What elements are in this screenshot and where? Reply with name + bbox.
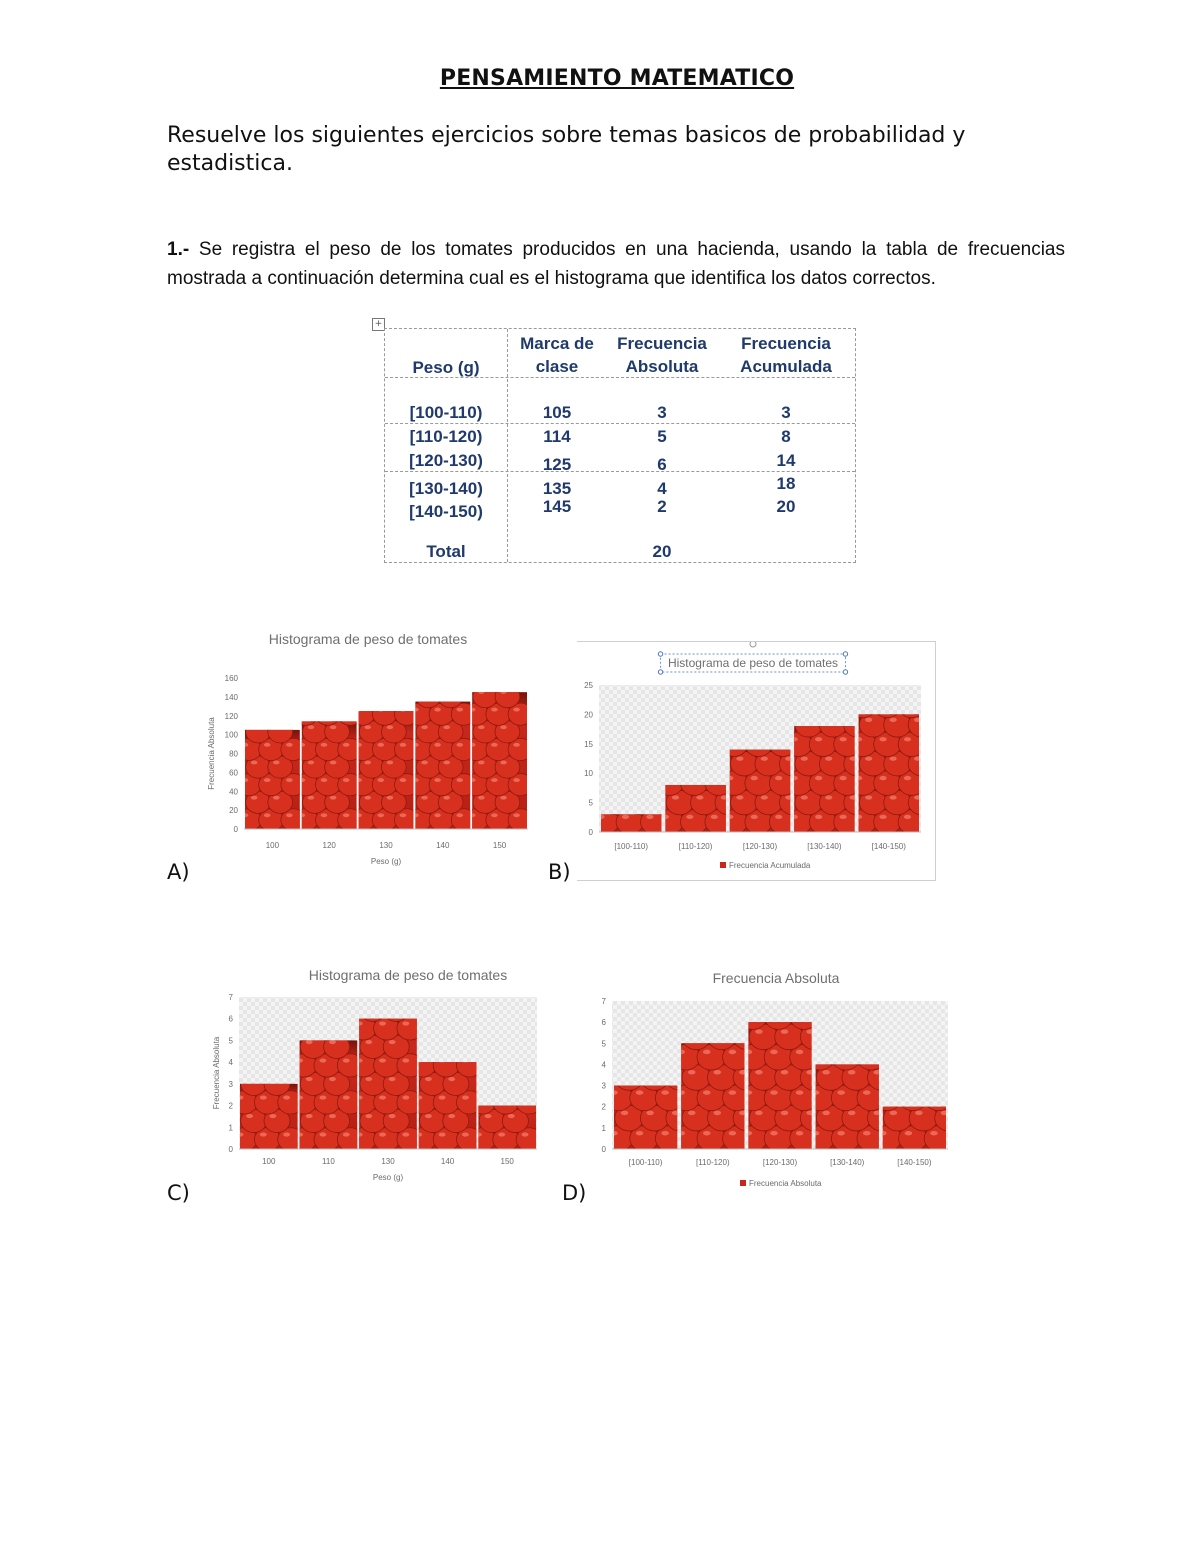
cell-peso: [130-140) <box>409 479 483 498</box>
y-tick-label: 120 <box>224 711 238 721</box>
option-c-label: C) <box>167 1181 190 1205</box>
histogram-c <box>203 954 548 1199</box>
x-tick-label: 140 <box>436 841 450 850</box>
y-tick-label: 20 <box>229 806 238 816</box>
x-tick-label: [100-110) <box>628 1158 663 1167</box>
y-tick-label: 0 <box>588 828 593 837</box>
header-peso: Peso (g) <box>412 358 480 377</box>
cell-frec-abs: 6 <box>657 455 667 474</box>
cell-frec-acum: 3 <box>781 403 791 422</box>
bar <box>350 703 419 831</box>
chart-title: Histograma de peso de tomates <box>667 656 839 670</box>
y-axis-label: Frecuencia Absoluta <box>207 717 216 790</box>
y-tick-label: 80 <box>229 749 238 759</box>
legend-swatch <box>720 862 726 868</box>
cell-frec-abs: 4 <box>657 479 667 498</box>
resize-handle-icon[interactable] <box>658 670 662 674</box>
histogram-d <box>593 957 958 1197</box>
header-frecuencia-absoluta: Frecuencia Absoluta <box>617 334 707 376</box>
chart-option-b[interactable] <box>577 641 936 881</box>
table-move-handle-icon[interactable]: + <box>372 318 385 331</box>
y-tick-label: 2 <box>601 1102 606 1112</box>
total-label: Total <box>426 542 466 561</box>
y-tick-label: 0 <box>228 1145 233 1154</box>
chart-option-c <box>203 954 548 1199</box>
y-tick-label: 140 <box>224 692 238 702</box>
y-tick-label: 100 <box>224 730 238 740</box>
x-tick-label: 120 <box>322 841 336 850</box>
cell-marca: 125 <box>542 455 572 474</box>
y-tick-label: 160 <box>224 674 238 683</box>
question-text: Se registra el peso de los tomates producidos en una hacienda, usando la tabla de frecuencias mostrada a continuación determina cual es el histograma que identifica los datos correctos. <box>167 239 1066 289</box>
cell-peso: [110-120) <box>409 427 483 446</box>
bar <box>407 685 476 830</box>
question-number: 1.- <box>167 239 190 260</box>
y-tick-label: 1 <box>601 1123 606 1133</box>
x-tick-label: 150 <box>492 841 507 850</box>
cell-peso: [100-110) <box>409 403 483 422</box>
x-tick-label: [130-140) <box>830 1158 865 1167</box>
bar <box>410 1054 483 1151</box>
cell-frec-acum: 14 <box>776 451 796 470</box>
y-tick-label: 0 <box>601 1145 606 1154</box>
y-tick-label: 4 <box>601 1060 606 1070</box>
x-tick-label: [110-120) <box>678 842 713 851</box>
x-tick-label: [100-110) <box>614 842 649 851</box>
y-tick-label: 40 <box>229 787 238 797</box>
option-d-label: D) <box>562 1181 587 1205</box>
bar <box>237 721 306 831</box>
bar <box>228 1072 304 1151</box>
instructions-text: Resuelve los siguientes ejercicios sobre temas basicos de probabilidad y estadistica. <box>167 123 966 176</box>
y-tick-label: 5 <box>588 798 593 808</box>
y-tick-label: 2 <box>228 1101 233 1111</box>
x-tick-label: 110 <box>322 1157 335 1166</box>
resize-handle-icon[interactable] <box>658 652 662 656</box>
cell-frec-abs: 2 <box>657 497 667 516</box>
x-tick-label: 150 <box>500 1157 514 1166</box>
cell-marca: 135 <box>542 479 572 498</box>
y-tick-label: 5 <box>228 1036 233 1046</box>
y-tick-label: 1 <box>228 1123 233 1133</box>
legend-swatch <box>740 1180 746 1186</box>
x-tick-label: [120-130) <box>742 842 778 851</box>
y-tick-label: 20 <box>584 710 593 720</box>
cell-marca: 145 <box>542 497 572 516</box>
cell-frec-acum: 18 <box>776 474 796 493</box>
chart-title: Frecuencia Absoluta <box>712 970 840 986</box>
x-tick-label: [140-150) <box>897 1158 932 1167</box>
cell-peso: [120-130) <box>409 451 483 470</box>
x-tick-label: 130 <box>379 841 393 850</box>
x-tick-label: [110-120) <box>695 1158 730 1167</box>
header-marca-clase: Marca de clase <box>520 334 594 376</box>
chart-resize-handle-icon[interactable] <box>750 642 756 647</box>
cell-marca: 105 <box>542 403 572 422</box>
y-axis-label: Frecuencia Absoluta <box>212 1036 221 1110</box>
histogram-a <box>198 622 540 872</box>
chart-option-d <box>593 957 958 1197</box>
cell-marca: 114 <box>543 427 571 446</box>
cell-frec-acum: 8 <box>781 427 791 446</box>
bar <box>464 685 533 830</box>
frequency-table <box>384 328 856 563</box>
x-axis-label: Peso (g) <box>372 1173 404 1182</box>
y-tick-label: 6 <box>601 1018 606 1028</box>
total-value: 20 <box>652 542 672 561</box>
header-frecuencia-acumulada: Frecuencia Acumulada <box>740 334 832 376</box>
y-tick-label: 15 <box>584 739 593 749</box>
cell-frec-abs: 3 <box>657 403 667 422</box>
option-a-label: A) <box>167 860 190 884</box>
legend-label: Frecuencia Acumulada <box>729 861 811 870</box>
x-tick-label: 140 <box>440 1157 455 1166</box>
y-tick-label: 7 <box>228 993 233 1002</box>
y-tick-label: 25 <box>584 681 593 690</box>
x-tick-label: 130 <box>381 1157 395 1166</box>
y-tick-label: 0 <box>233 825 238 834</box>
x-tick-label: 100 <box>265 841 280 850</box>
cell-peso: [140-150) <box>409 502 483 521</box>
resize-handle-icon[interactable] <box>843 652 847 656</box>
y-tick-label: 7 <box>601 997 606 1006</box>
x-tick-label: 100 <box>262 1157 276 1166</box>
option-b-label: B) <box>548 860 571 884</box>
y-tick-label: 10 <box>584 769 593 779</box>
cell-frec-acum: 20 <box>776 497 796 516</box>
chart-title: Histograma de peso de tomates <box>268 631 468 647</box>
histogram-b <box>577 642 935 880</box>
legend-label: Frecuencia Absoluta <box>749 1179 822 1188</box>
y-tick-label: 3 <box>228 1079 233 1089</box>
y-tick-label: 3 <box>601 1081 606 1091</box>
chart-title: Histograma de peso de tomates <box>308 967 508 983</box>
y-tick-label: 5 <box>601 1039 606 1049</box>
y-tick-label: 4 <box>228 1058 233 1068</box>
y-tick-label: 60 <box>229 768 238 778</box>
document-title: PENSAMIENTO MATEMATICO <box>439 66 795 91</box>
x-tick-label: [120-130) <box>762 1158 798 1167</box>
bar <box>350 998 423 1151</box>
x-axis-label: Peso (g) <box>370 857 402 866</box>
resize-handle-icon[interactable] <box>843 670 847 674</box>
question-1 <box>167 236 1065 293</box>
y-tick-label: 6 <box>228 1014 233 1024</box>
x-tick-label: [130-140) <box>807 842 842 851</box>
cell-frec-abs: 5 <box>657 427 667 446</box>
chart-option-a <box>198 622 540 872</box>
bar <box>293 703 362 831</box>
x-tick-label: [140-150) <box>871 842 906 851</box>
